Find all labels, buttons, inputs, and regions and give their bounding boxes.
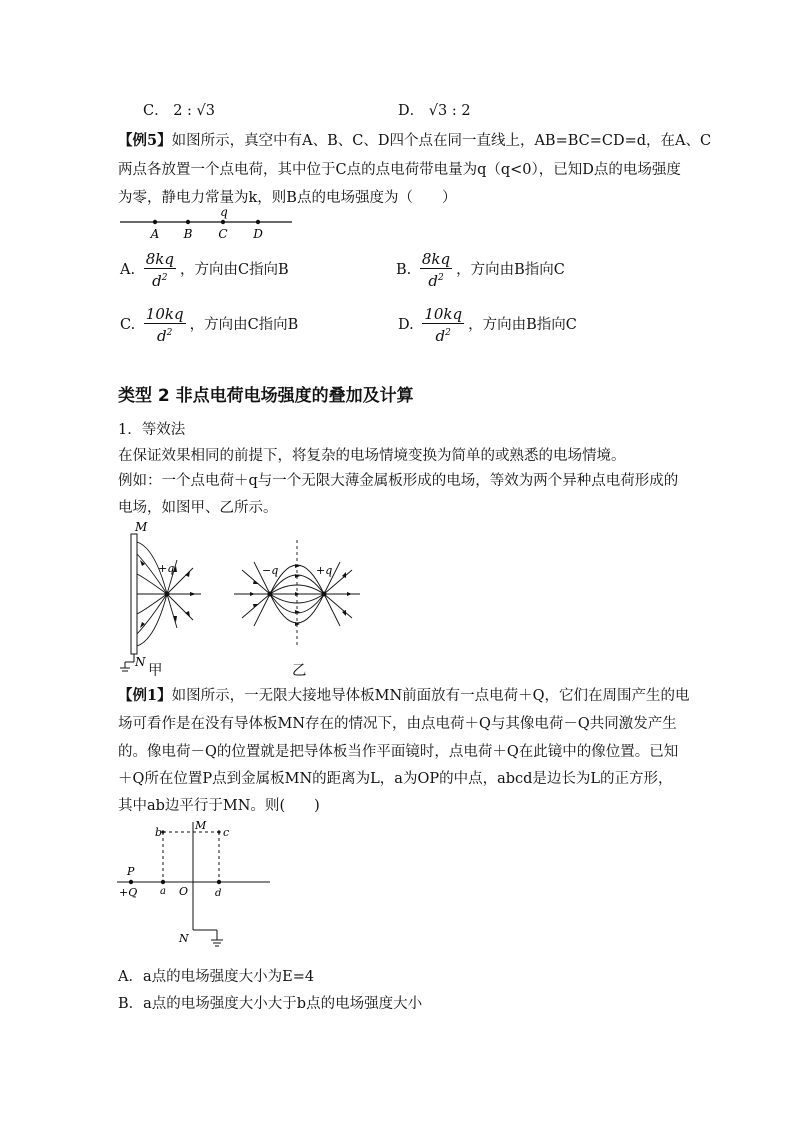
point-c-dot bbox=[217, 830, 220, 833]
point-b-dot bbox=[186, 220, 190, 224]
point-d-label: D bbox=[253, 227, 263, 241]
label-o: O bbox=[179, 885, 189, 898]
point-p-dot bbox=[129, 880, 133, 884]
exponent: 2 bbox=[161, 273, 168, 283]
ex1-text-1: 如图所示，一无限大接地导体板MN前面放有一点电荷＋Q，它们在周围产生的电 bbox=[171, 688, 690, 704]
caption-yi: 乙 bbox=[292, 663, 307, 679]
denominator: d bbox=[152, 272, 162, 290]
ex5-line-diagram bbox=[118, 204, 298, 244]
option-c-prev bbox=[143, 101, 215, 121]
option-label: D． bbox=[398, 103, 425, 119]
point-a-label: A bbox=[150, 227, 160, 241]
label-d: d bbox=[215, 888, 222, 899]
fraction bbox=[144, 250, 176, 290]
option-value: √3 : 2 bbox=[428, 103, 471, 119]
option-text: ，方向由C指向B bbox=[189, 317, 299, 333]
label-q: +Q bbox=[119, 886, 138, 899]
point-a-dot bbox=[153, 220, 157, 224]
option-label: C． bbox=[143, 103, 169, 119]
neg-charge-dot bbox=[268, 592, 273, 597]
para1: 在保证效果相同的前提下，将复杂的电场情境变换为简单的或熟悉的电场情境。 bbox=[118, 448, 626, 464]
ex5-option-d bbox=[398, 305, 577, 345]
para2-line2: 电场，如图甲、乙所示。 bbox=[118, 500, 278, 516]
label-n: N bbox=[179, 932, 189, 945]
ex1-line4: ＋Q所在位置P点到金属板MN的距离为L，a为OP的中点，abcd是边长为L的正方形， bbox=[118, 771, 673, 787]
option-label: A. bbox=[120, 262, 136, 278]
pos-charge-label: +q bbox=[316, 564, 333, 577]
sub-heading: 1．等效法 bbox=[118, 422, 186, 438]
numerator: 10kq bbox=[424, 305, 463, 323]
option-text: ，方向由C指向B bbox=[179, 262, 289, 278]
label-p: P bbox=[127, 865, 135, 878]
denominator: d bbox=[428, 272, 438, 290]
ex1-line3: 的。像电荷－Q的位置就是把导体板当作平面镜时，点电荷＋Q在此镜中的像位置。已知 bbox=[118, 744, 679, 760]
numerator: 10kq bbox=[145, 305, 184, 323]
ex1-line2: 场可看作是在没有导体板MN存在的情况下，由点电荷＋Q与其像电荷－Q共同激发产生 bbox=[118, 716, 677, 732]
plate-m-label: M bbox=[135, 520, 148, 534]
label-c: c bbox=[223, 826, 230, 839]
ex5-option-c bbox=[120, 305, 298, 345]
charge-label: +q bbox=[158, 562, 175, 575]
neg-charge-label: −q bbox=[262, 564, 279, 577]
exponent: 2 bbox=[437, 273, 444, 283]
plate-n-label: N bbox=[135, 655, 146, 669]
exponent: 2 bbox=[166, 328, 173, 338]
ex5-line3: 为零，静电力常量为k，则B点的电场强度为（ ） bbox=[118, 190, 457, 206]
option-label: C. bbox=[120, 317, 136, 333]
example-tag: 【例5】 bbox=[118, 132, 172, 149]
point-c-label: C bbox=[218, 227, 228, 241]
charge-q-label: q bbox=[220, 205, 228, 219]
label-b: b bbox=[155, 826, 163, 839]
figure-yi bbox=[232, 540, 382, 648]
square-abcd bbox=[163, 832, 219, 882]
ex5-line1 bbox=[118, 131, 711, 151]
option-value: 2 : √3 bbox=[173, 103, 216, 119]
numerator: 8kq bbox=[145, 250, 174, 268]
figure-jia bbox=[115, 518, 225, 678]
denominator: d bbox=[435, 327, 446, 345]
ex1-diagram bbox=[115, 818, 275, 958]
pos-charge-dot bbox=[322, 592, 327, 597]
ex1-line5: 其中ab边平行于MN。则( ) bbox=[118, 798, 320, 814]
label-m: M bbox=[195, 819, 207, 832]
point-d-dot bbox=[217, 880, 221, 884]
option-label: B. bbox=[396, 262, 412, 278]
charge-dot bbox=[165, 592, 170, 597]
point-c-dot bbox=[221, 220, 225, 224]
point-a-dot bbox=[161, 880, 165, 884]
metal-plate bbox=[131, 534, 137, 654]
example-tag: 【例1】 bbox=[118, 687, 172, 704]
option-d-prev bbox=[398, 101, 471, 121]
label-a: a bbox=[160, 886, 166, 897]
ex5-option-b bbox=[396, 250, 565, 290]
fraction bbox=[422, 305, 464, 345]
option-label: D. bbox=[398, 317, 414, 333]
para2-line1: 例如：一个点电荷＋q与一个无限大薄金属板形成的电场，等效为两个异种点电荷形成的 bbox=[118, 473, 679, 489]
ex5-option-a bbox=[120, 250, 289, 290]
denominator: d bbox=[157, 327, 167, 345]
point-d-dot bbox=[256, 220, 260, 224]
ex1-option-b: B．a点的电场强度大小大于b点的电场强度大小 bbox=[118, 996, 423, 1012]
option-text: ，方向由B指向C bbox=[456, 262, 565, 278]
section-heading: 类型 2 非点电荷电场强度的叠加及计算 bbox=[118, 386, 414, 406]
point-b-label: B bbox=[183, 227, 193, 241]
caption-jia: 甲 bbox=[148, 663, 163, 679]
ex5-text-1: 如图所示，真空中有A、B、C、D四个点在同一直线上，AB=BC=CD=d，在A、C bbox=[171, 133, 712, 149]
fraction bbox=[420, 250, 452, 290]
fraction bbox=[144, 305, 186, 345]
ex5-line2: 两点各放置一个点电荷，其中位于C点的点电荷带电量为q（q<0），已知D点的电场强度 bbox=[118, 162, 681, 178]
option-text: ，方向由B指向C bbox=[468, 317, 577, 333]
ex1-option-a: A．a点的电场强度大小为E=4 bbox=[118, 969, 315, 985]
exponent: 2 bbox=[445, 328, 451, 338]
ex1-line1 bbox=[118, 686, 690, 706]
numerator: 8kq bbox=[421, 250, 451, 268]
